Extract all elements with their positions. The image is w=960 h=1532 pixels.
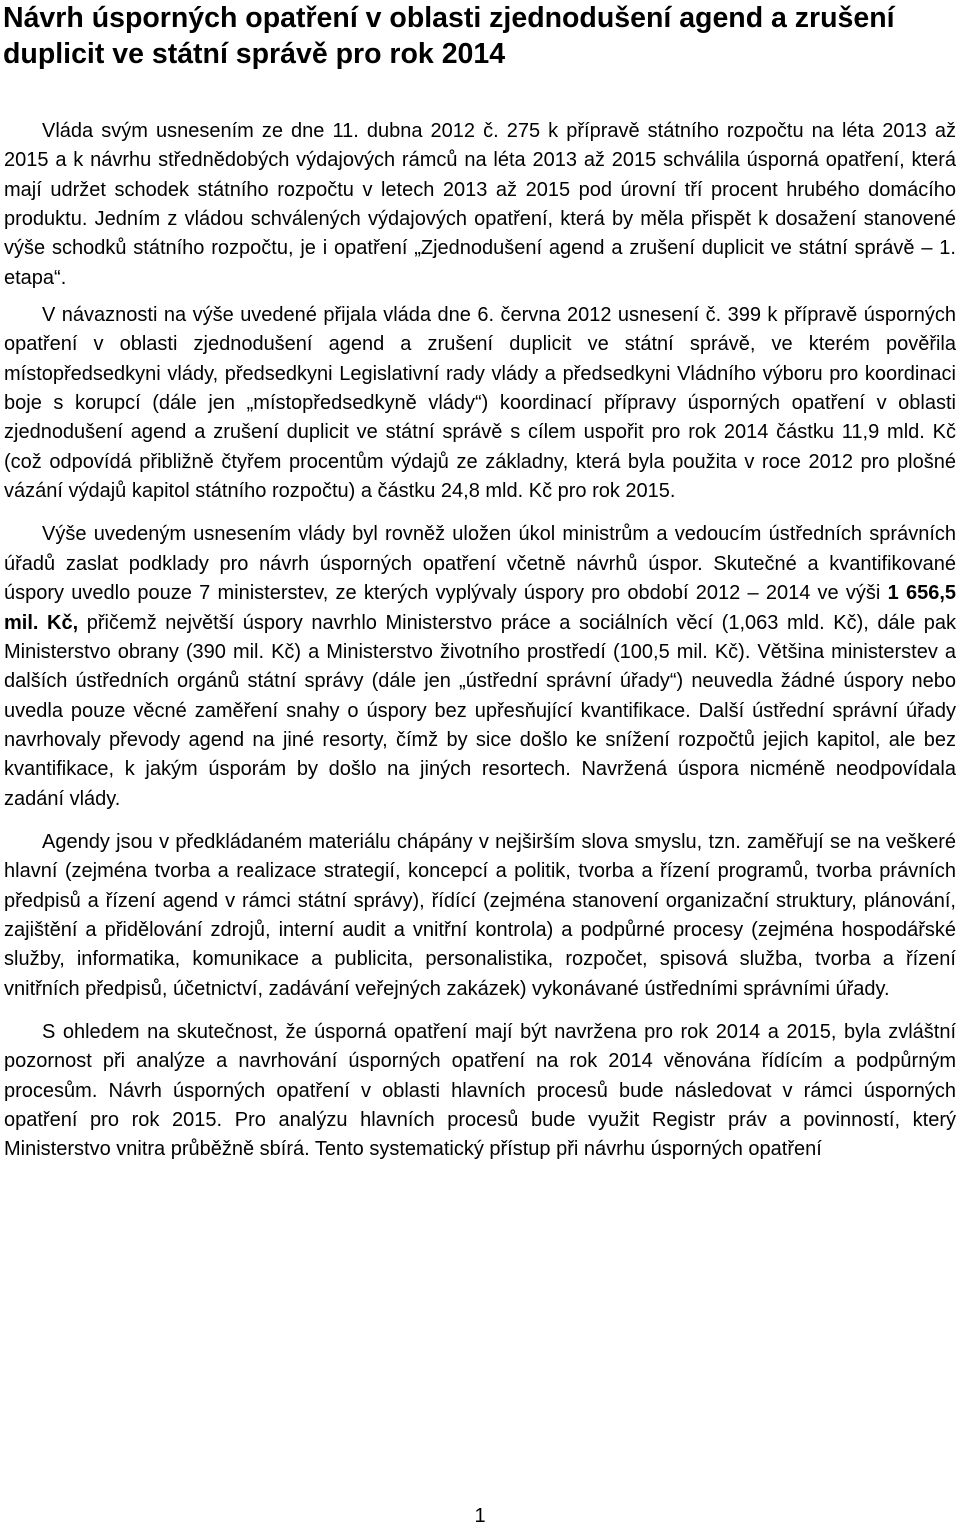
paragraph-resolution-399: V návaznosti na výše uvedené přijala vláda dne 6. června 2012 usnesení č. 399 k přípravě úsporných opatření v oblasti zjednodušení agend a zrušení duplicit ve státní správě, ve kterém pověřila místopředsedkyni vlády, předsedkyni Legislativní rady vlády a předsedkyni Vládního výboru pro koordinaci boje s korupcí (dále jen „místopředsedkyně vlády“) koordinací přípravy úsporných opatření v oblasti zjednodušení agend a zrušení duplicit ve státní správě s cílem uspořit pro rok 2014 částku 11,9 mld. Kč (což odpovídá přibližně čtyřem procentům výdajů ze základny, která byla použita v roce 2012 pro plošné vázání výdajů kapitol státního rozpočtu) a částku 24,8 mld. Kč pro rok 2015. [4, 304, 956, 503]
paragraph-resolution-275: Vláda svým usnesením ze dne 11. dubna 2012 č. 275 k přípravě státního rozpočtu na léta 2013 až 2015 a k návrhu střednědobých výdajových rámců na léta 2013 až 2015 schválila úsporná opatření, která mají udržet schodek státního rozpočtu v letech 2013 až 2015 pod úrovní tří procent hrubého domácího produktu. Jedním z vládou schválených výdajových opatření, která by měla přispět k dosažení stanovené výše schodků státního rozpočtu, je i opatření „Zjednodušení agend a zrušení duplicit ve státní správě – 1. etapa“. [4, 120, 956, 289]
page-number: 1 [474, 1505, 486, 1527]
savings-total-amount: 1 656,5 mil. Kč, [4, 582, 956, 634]
paragraph-savings-text-before: Výše uvedeným usnesením vlády byl rovněž uložen úkol ministrům a vedoucím ústředních správních úřadů zaslat podklady pro návrh úsporných opatření včetně návrhů úspor. Skutečné a kvantifikované úspory uvedlo pouze 7 ministerstev, ze kterých vyplývaly úspory pro období 2012 – 2014 ve výši [4, 523, 956, 605]
document-title: Návrh úsporných opatření v oblasti zjednodušení agend a zrušení duplicit ve státní správě pro rok 2014 [3, 2, 895, 70]
paragraph-savings-proposals [4, 520, 956, 813]
document-body [4, 117, 956, 1165]
paragraph-agenda-definition: Agendy jsou v předkládaném materiálu chápány v nejširším slova smyslu, tzn. zaměřují se na veškeré hlavní (zejména tvorba a realizace strategií, koncepcí a politik, tvorba a řízení programů, tvorba právních předpisů a řízení agend v rámci státní správy), řídící (zejména stanovení organizační struktury, plánování, zajištění a přidělování zdrojů, interní audit a vnitřní kontrola) a podpůrné procesy (zejména hospodářské služby, informatika, komunikace a publicita, personalistika, rozpočet, spisová služba, tvorba a řízení vnitřních předpisů, účetnictví, zadávání veřejných zakázek) vykonávané ústředními správními úřady. [4, 830, 956, 1000]
paragraph-savings-text-after: přičemž největší úspory navrhlo Ministerstvo práce a sociálních věcí (1,063 mld. Kč), dále pak Ministerstvo obrany (390 mil. Kč) a Ministerstvo životního prostředí (100,5 mil. Kč). Většina ministerstev a dalších ústředních orgánů státní správy (dále jen „ústřední správní úřady“) neuvedla žádné úspory nebo uvedla pouze věcné zaměření snahy o úspory bez upřesňující kvantifikace. Další ústřední správní úřady navrhovaly převody agend na jiné resorty, čímž by sice došlo ke snížení rozpočtů jejich kapitol, ale bez kvantifikace, k jakým úsporám by došlo na jiných resortech. Navržená úspora nicméně neodpovídala zadání vlády. [4, 611, 957, 810]
paragraph-processes-focus: S ohledem na skutečnost, že úsporná opatření mají být navržena pro rok 2014 a 2015, byla zvláštní pozornost při analýze a navrhování úsporných opatření na rok 2014 věnována řídícím a podpůrným procesům. Návrh úsporných opatření v oblasti hlavních procesů bude následovat v rámci úsporných opatření pro rok 2015. Pro analýzu hlavních procesů bude využit Registr práv a povinností, který Ministerstvo vnitra průběžně sbírá. Tento systematický přístup při návrhu úsporných opatření [4, 1020, 956, 1161]
